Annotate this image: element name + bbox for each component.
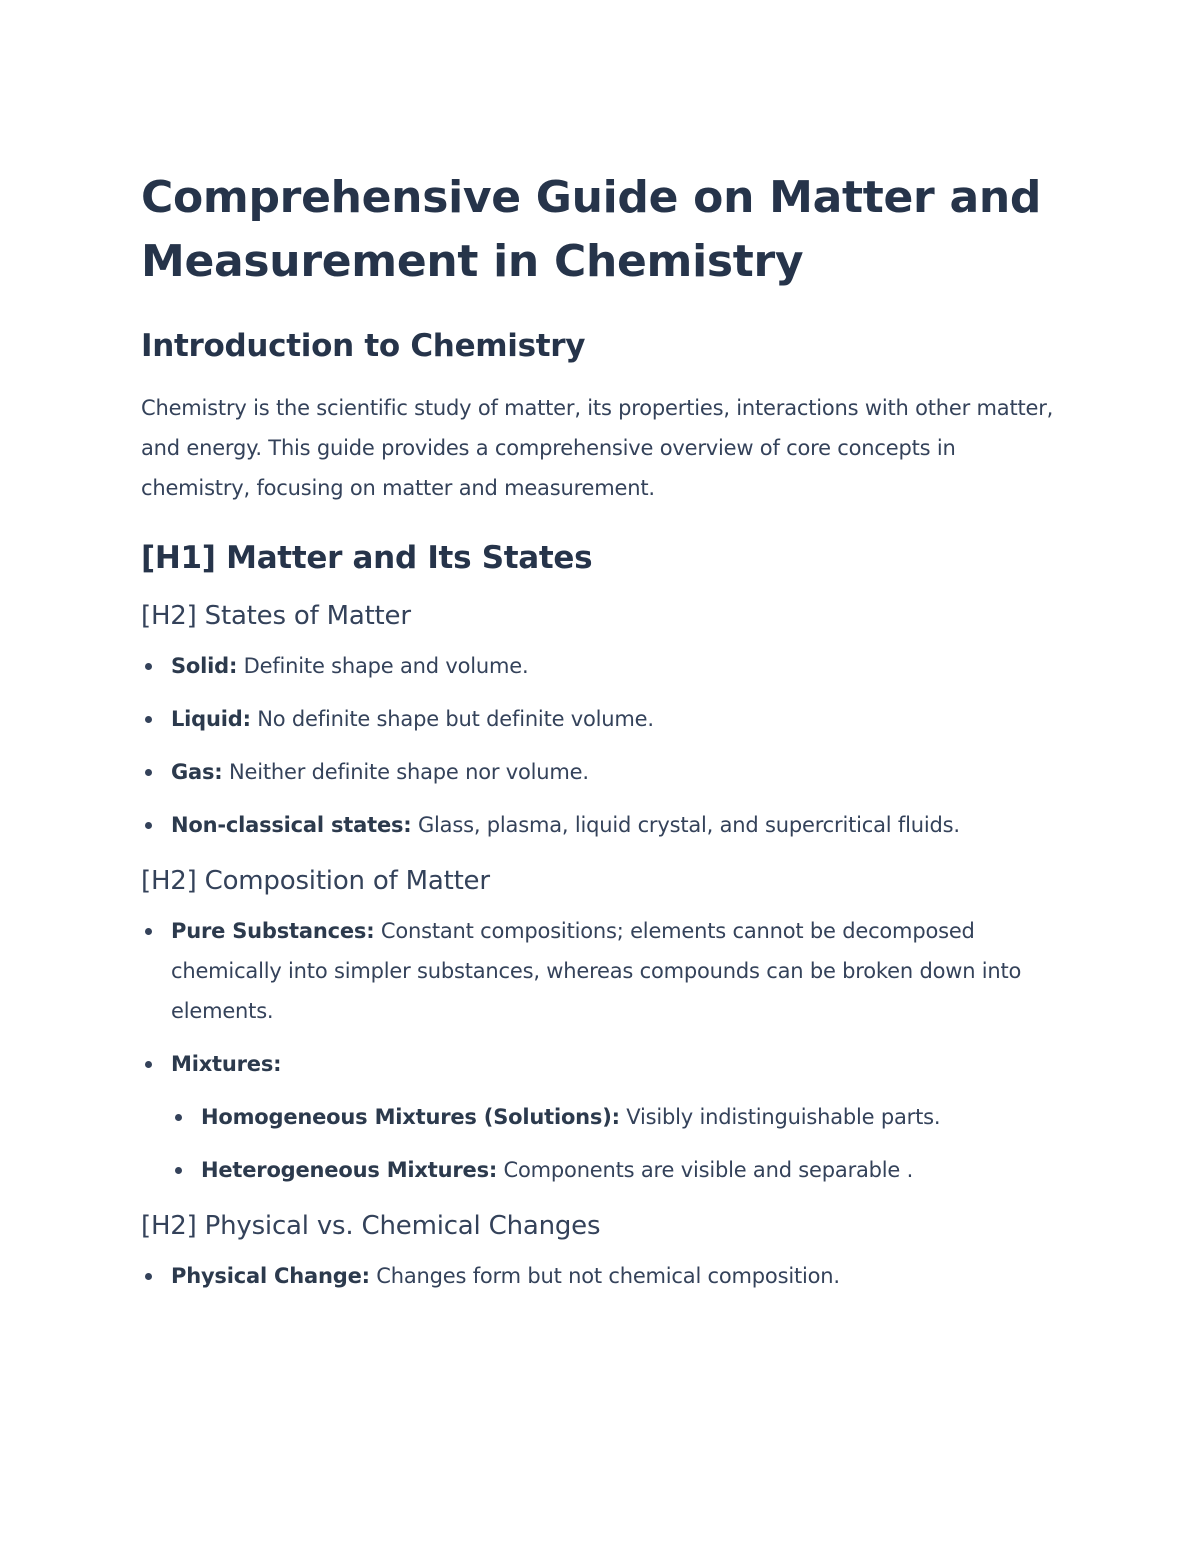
list-item — [171, 1150, 1070, 1190]
bullet-icon — [145, 1061, 152, 1068]
item-text: No definite shape but definite volume. — [250, 707, 654, 731]
subheading-states-of-matter: [H2] States of Matter — [141, 601, 411, 631]
item-text: Definite shape and volume. — [237, 654, 529, 678]
item-text: Glass, plasma, liquid crystal, and supercritical fluids. — [411, 813, 960, 837]
bullet-icon — [175, 1167, 182, 1174]
bullet-icon — [145, 1273, 152, 1280]
item-label: Liquid: — [171, 707, 251, 731]
section-heading-matter-states: [H1] Matter and Its States — [141, 540, 593, 576]
document-title: Comprehensive Guide on Matter and Measurement in Chemistry — [141, 172, 1042, 287]
item-text: Components are visible and separable . — [497, 1158, 914, 1182]
list-item — [141, 646, 1070, 686]
list-item — [141, 911, 1070, 1031]
intro-heading: Introduction to Chemistry — [141, 328, 586, 364]
bullet-icon — [145, 663, 152, 670]
mixtures-list — [171, 1097, 1070, 1190]
intro-paragraph: Chemistry is the scientific study of matter, its properties, interactions with other matter, and energy. This guide provides a comprehensive overview of core concepts in chemistry, focusing on matter and measurement. — [141, 396, 1054, 500]
item-text: Constant compositions; elements cannot be decomposed chemically into simpler substances, whereas compounds can be broken down into elements. — [171, 919, 1022, 1023]
bullet-icon — [145, 822, 152, 829]
subheading-physical-vs-chemical: [H2] Physical vs. Chemical Changes — [141, 1211, 601, 1241]
item-label: Solid: — [171, 654, 238, 678]
bullet-icon — [145, 769, 152, 776]
bullet-icon — [145, 928, 152, 935]
item-label: Homogeneous Mixtures (Solutions): — [201, 1105, 620, 1129]
item-label: Gas: — [171, 760, 223, 784]
changes-list — [141, 1256, 1070, 1296]
states-list — [141, 646, 1070, 845]
item-label: Non-classical states: — [171, 813, 412, 837]
composition-list — [141, 911, 1070, 1190]
list-item — [141, 1044, 1070, 1190]
list-item — [141, 1256, 1070, 1296]
list-item — [141, 752, 1070, 792]
item-label: Physical Change: — [171, 1264, 370, 1288]
subheading-composition-of-matter: [H2] Composition of Matter — [141, 866, 490, 896]
item-text: Visibly indistinguishable parts. — [619, 1105, 941, 1129]
list-item — [171, 1097, 1070, 1137]
bullet-icon — [145, 716, 152, 723]
list-item — [141, 699, 1070, 739]
item-label: Heterogeneous Mixtures: — [201, 1158, 498, 1182]
item-text: Changes form but not chemical composition. — [369, 1264, 840, 1288]
item-label: Pure Substances: — [171, 919, 375, 943]
bullet-icon — [175, 1114, 182, 1121]
item-label: Mixtures: — [171, 1052, 282, 1076]
list-item — [141, 805, 1070, 845]
item-text: Neither definite shape nor volume. — [222, 760, 589, 784]
